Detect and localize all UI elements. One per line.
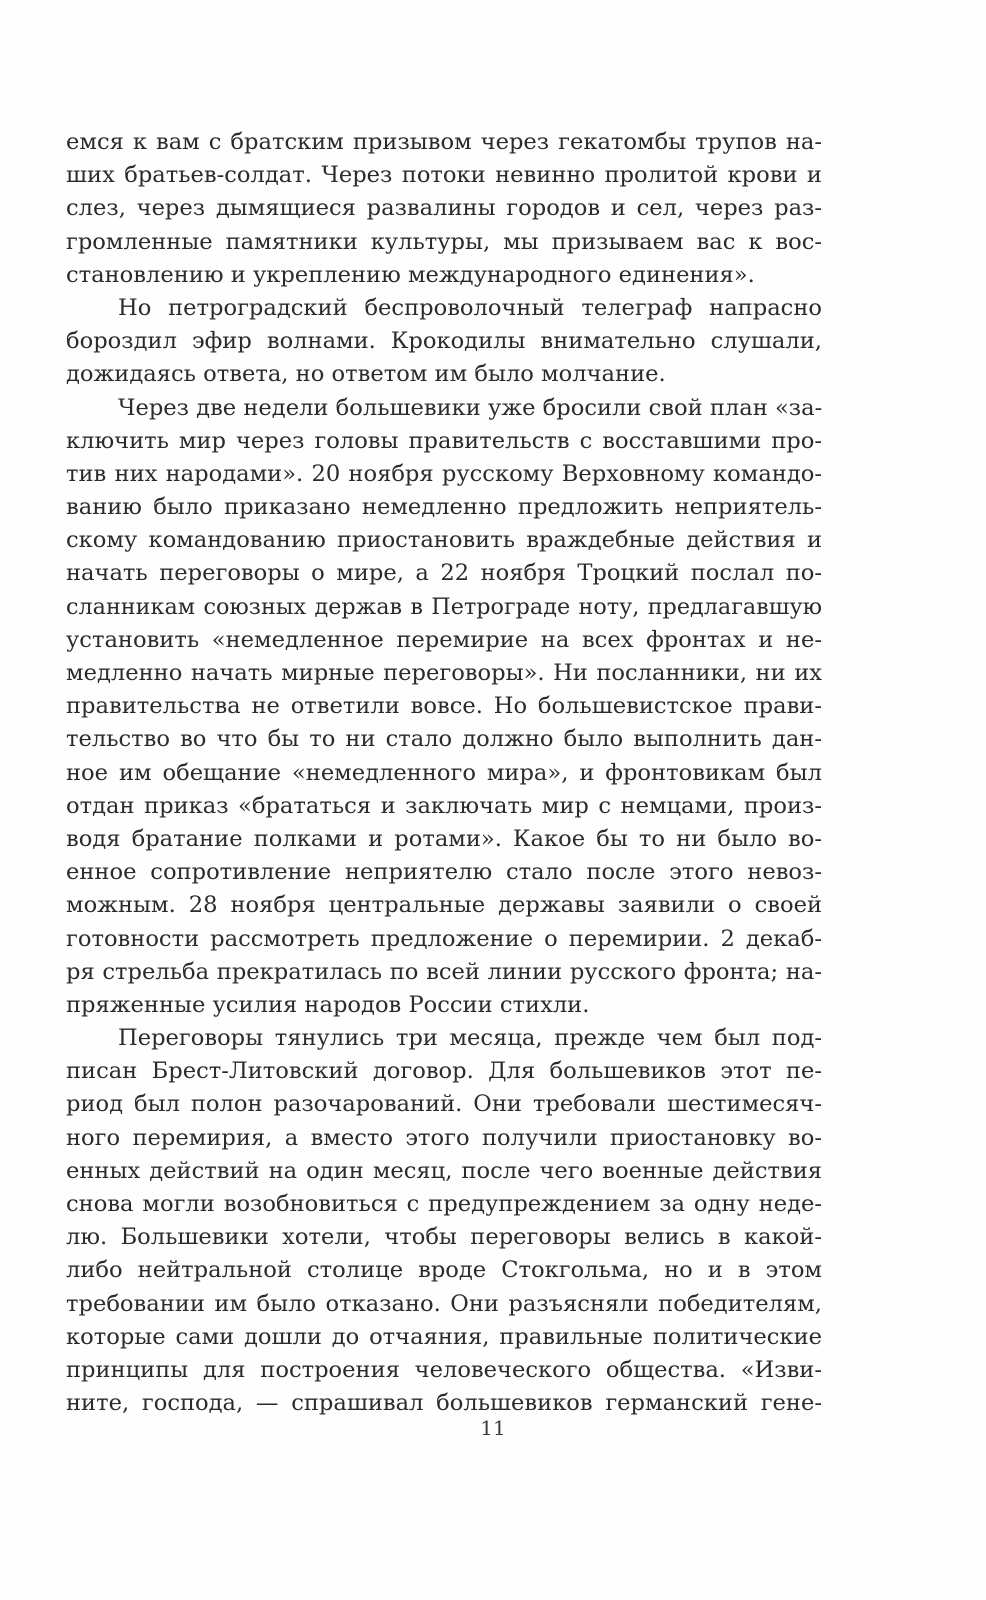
page-number: 11 [480,1416,506,1440]
text-line: слез, через дымящиеся развалины городов и сел, через раз- [66,195,822,222]
text-line: готовности рассмотреть предложение о перемирии. 2 декаб- [66,925,822,952]
text-line: дожидаясь ответа, но ответом им было молчание. [66,361,666,388]
text-line: риод был полон разочарований. Они требовали шестимесяч- [66,1091,822,1118]
text-line: ного перемирия, а вместо этого получили приостановку во- [66,1124,822,1151]
text-line: лю. Большевики хотели, чтобы переговоры велись в какой- [66,1224,822,1251]
text-line: можным. 28 ноября центральные державы заявили о своей [66,892,822,919]
text-line: Переговоры тянулись три месяца, прежде чем был под- [118,1025,822,1052]
text-line: которые сами дошли до отчаяния, правильные политические [66,1323,822,1350]
text-line: скому командованию приостановить враждебные действия и [66,527,822,554]
body-text [66,126,822,1420]
text-line: становлению и укреплению международного единения». [66,261,755,288]
text-line: ших братьев-солдат. Через потоки невинно пролитой крови и [66,162,822,189]
text-line: ное им обещание «немедленного мира», и фронтовикам был [66,759,822,786]
text-line: пряженные усилия народов России стихли. [66,991,590,1018]
text-line: писан Брест-Литовский договор. Для большевиков этот пе- [66,1058,822,1085]
text-line: енное сопротивление неприятелю стало после этого невоз- [66,859,822,886]
text-line: ключить мир через головы правительств с восставшими про- [66,427,822,454]
text-line: установить «немедленное перемирие на всех фронтах и не- [66,626,822,653]
text-line: сланникам союзных держав в Петрограде ноту, предлагавшую [66,593,822,620]
text-line: тельство во что бы то ни стало должно было выполнить дан- [66,726,822,753]
text-line: емся к вам с братским призывом через гекатомбы трупов на- [66,129,822,155]
text-line: Через две недели большевики уже бросили свой план «за- [118,394,823,421]
text-line: водя братание полками и ротами». Какое бы то ни было во- [66,825,822,852]
text-line: енных действий на один месяц, после чего военные действия [66,1157,822,1184]
text-line: бороздил эфир волнами. Крокодилы внимательно слушали, [66,328,822,355]
text-line: ните, господа, — спрашивал большевиков германский гене- [66,1390,822,1417]
text-line: принципы для построения человеческого общества. «Изви- [66,1356,822,1383]
text-line: правительства не ответили вовсе. Но большевистское прави- [66,693,822,720]
text-line: ря стрельба прекратилась по всей линии русского фронта; на- [66,958,822,985]
text-line: либо нейтральной столице вроде Стокгольма, но и в этом [66,1257,822,1284]
text-line: снова могли возобновиться с предупреждением за одну неде- [66,1191,822,1217]
text-line: отдан приказ «брататься и заключать мир с немцами, произ- [66,792,822,819]
text-line: ванию было приказано немедленно предложить неприятель- [66,494,822,521]
text-line: медленно начать мирные переговоры». Ни посланники, ни их [66,660,822,686]
text-line: начать переговоры о мире, а 22 ноября Троцкий послал по- [66,560,822,587]
text-line: Но петроградский беспроволочный телеграф напрасно [118,294,822,321]
text-line: тив них народами». 20 ноября русскому Верховному командо- [66,460,822,487]
text-line: громленные памятники культуры, мы призываем вас к вос- [66,228,822,255]
text-line: требовании им было отказано. Они разъясняли победителям, [66,1290,822,1317]
